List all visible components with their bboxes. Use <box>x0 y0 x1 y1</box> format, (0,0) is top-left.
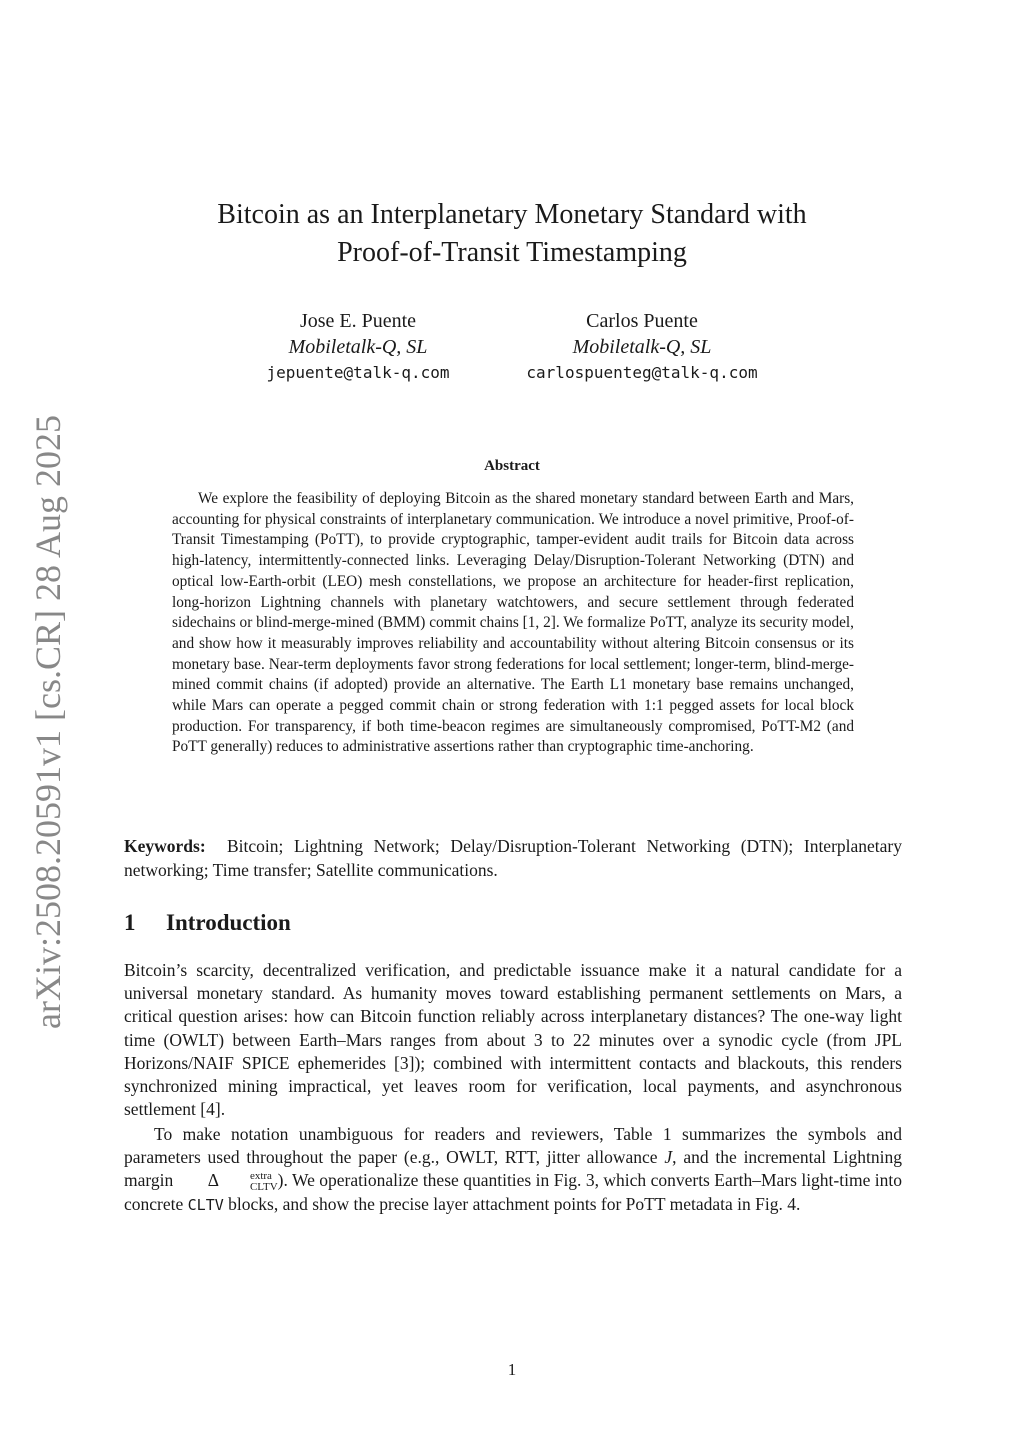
para-text: ). We operationalize these quantities in Fig. 3, which converts Earth–Mars light-time into concrete <box>124 1170 902 1215</box>
math-variable-j: J <box>664 1147 673 1168</box>
author-block <box>238 308 478 386</box>
intro-paragraph-1: Bitcoin’s scarcity, decentralized verification, and predictable issuance make it a natural candidate for a universal monetary standard. As humanity moves toward establishing permanent settlements on Mars, a critical question arises: how can Bitcoin function reliably across interplanetary distances? The one-way light time (OWLT) between Earth–Mars ranges from about 3 to 22 minutes over a synodic cycle (from JPL Horizons/NAIF SPICE ephemerides [3]); combined with intermittent contacts and blackouts, this renders synchronized mining impractical, yet leaves room for verification, local payments, and asynchronous settlement [4]. <box>124 960 902 1120</box>
para-text: , and the incremental Lightning margin <box>124 1147 902 1191</box>
math-delta-cltv <box>178 1169 278 1193</box>
title-line-1: Bitcoin as an Interplanetary Monetary Standard with <box>217 199 807 230</box>
paper-title <box>124 196 900 272</box>
para-text: To make notation unambiguous for readers and reviewers, Table 1 summarizes the symbols and parameters used throughout the paper (e.g., OWLT, RTT, jitter allowance <box>124 1124 902 1168</box>
abstract-text: We explore the feasibility of deploying Bitcoin as the shared monetary standard between Earth and Mars, accounting for physical constraints of interplanetary communication. We introduce a novel primitive, Proof-of-Transit Timestamping (PoTT), to provide cryptographic, tamper-evident audit trails for Bitcoin data across high-latency, intermittently-connected links. Leveraging Delay/Disruption-Tolerant Networking (DTN) and optical low-Earth-orbit (LEO) mesh constellations, we propose an architecture for header-first replication, long-horizon Lightning channels with planetary watchtowers, and secure settlement through federated sidechains or blind-merge-mined (BMM) commit chains [1, 2]. We formalize PoTT, analyze its security model, and show how it measurably improves reliability and accountability without altering Bitcoin consensus or its monetary base. Near-term deployments favor strong federations for local settlement; longer-term, blind-merge-mined commit chains (if adopted) provide an alternative. The Earth L1 monetary base remains unchanged, while Mars can operate a pegged commit chain or strong federation with 1:1 pegged assets for local block production. For transparency, if both time-beacon regimes are simultaneously compromised, PoTT-M2 (and PoTT generally) reduces to administrative assertions rather than cryptographic time-anchoring. <box>172 490 854 756</box>
author-name: Jose E. Puente <box>299 310 417 332</box>
section-title: Introduction <box>166 910 291 935</box>
title-line-2: Proof-of-Transit Timestamping <box>337 237 687 268</box>
code-cltv: CLTV <box>187 1196 224 1215</box>
author-affiliation: Mobiletalk-Q, SL <box>288 336 428 358</box>
keywords-text: Bitcoin; Lightning Network; Delay/Disruption-Tolerant Networking (DTN); Interplanetary networking; Time transfer; Satellite communications. <box>124 836 902 880</box>
author-email: jepuente@talk-q.com <box>266 363 450 382</box>
section-number: 1 <box>124 910 136 935</box>
delta-superscript: extra <box>249 1170 272 1183</box>
author-name: Carlos Puente <box>586 310 698 332</box>
author-block <box>502 308 782 386</box>
abstract-heading: Abstract <box>484 458 540 474</box>
section-heading <box>124 910 291 936</box>
keywords <box>124 834 902 882</box>
delta-subscript: CLTV <box>249 1181 278 1194</box>
para-text: blocks, and show the precise layer attachment points for PoTT metadata in Fig. 4. <box>223 1194 801 1215</box>
intro-paragraph-2 <box>124 1123 902 1218</box>
keywords-label: Keywords: <box>124 836 206 856</box>
author-email: carlospuenteg@talk-q.com <box>526 363 758 382</box>
arxiv-identifier: arXiv:2508.20591v1 [cs.CR] 28 Aug 2025 <box>28 415 68 1029</box>
author-affiliation: Mobiletalk-Q, SL <box>572 336 712 358</box>
delta-symbol: Δ <box>207 1170 219 1191</box>
page-number: 1 <box>507 1360 517 1379</box>
